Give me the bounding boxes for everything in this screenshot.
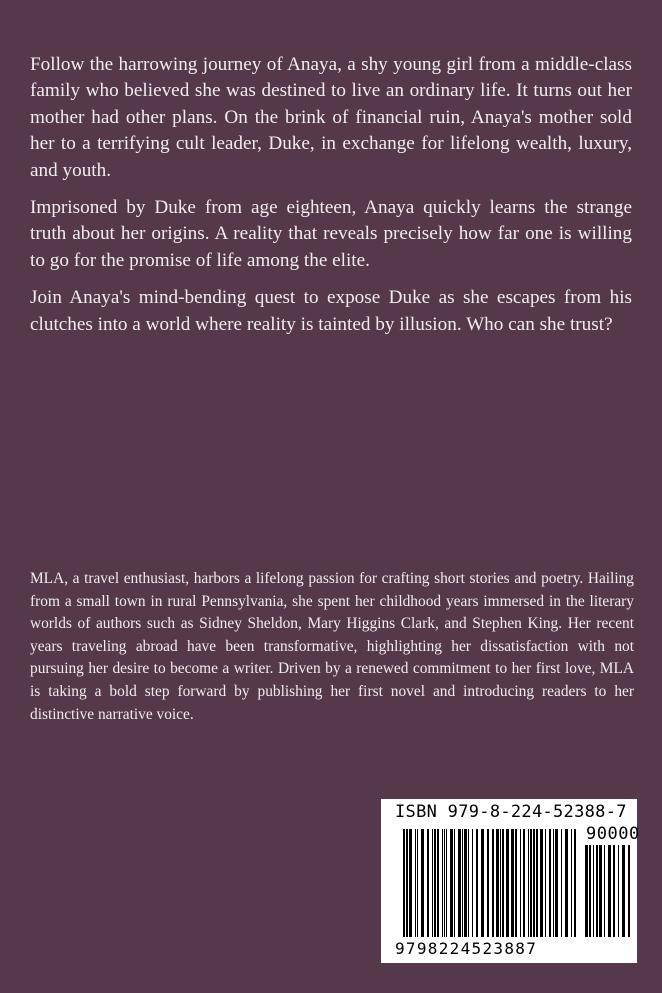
author-bio-text: MLA, a travel enthusiast, harbors a lifelong passion for crafting short stories and poetry. Hailing from a small town in rural Pennsylvania, she spent her childhood years immersed in the literary worlds of authors such as Sidney Sheldon, Mary Higgins Clark, and Stephen King. Her recent years traveling abroad have been transformative, highlighting her dissatisfaction with not pursuing her desire to become a writer. Driven by a renewed commitment to her first love, MLA is taking a bold step forward by publishing her first novel and introducing readers to her distinctive narrative voice.	[30, 570, 634, 723]
blurb-paragraph-2: Imprisoned by Duke from age eighteen, Anaya quickly learns the strange truth about her origins. A reality that reveals precisely how far one is willing to go for the promise of life among the elite.	[30, 197, 632, 271]
isbn-barcode-block	[381, 799, 640, 963]
price-code-label: 90000	[586, 824, 640, 844]
author-bio	[30, 568, 634, 726]
blurb-paragraph-3: Join Anaya's mind-bending quest to expose Duke as she escapes from his clutches into a world where reality is tainted by illusion. Who can she trust?	[30, 287, 632, 335]
book-blurb	[30, 52, 632, 349]
blurb-paragraph-1: Follow the harrowing journey of Anaya, a shy young girl from a middle-class family who believed she was destined to live an ordinary life. It turns out her mother had other plans. On the brink of financial ruin, Anaya's mother sold her to a terrifying cult leader, Duke, in exchange for lifelong wealth, luxury, and youth.	[30, 54, 632, 181]
ean-digits-label: 9798224523887	[395, 939, 538, 958]
isbn-label: ISBN 979-8-224-52388-7	[395, 802, 627, 822]
